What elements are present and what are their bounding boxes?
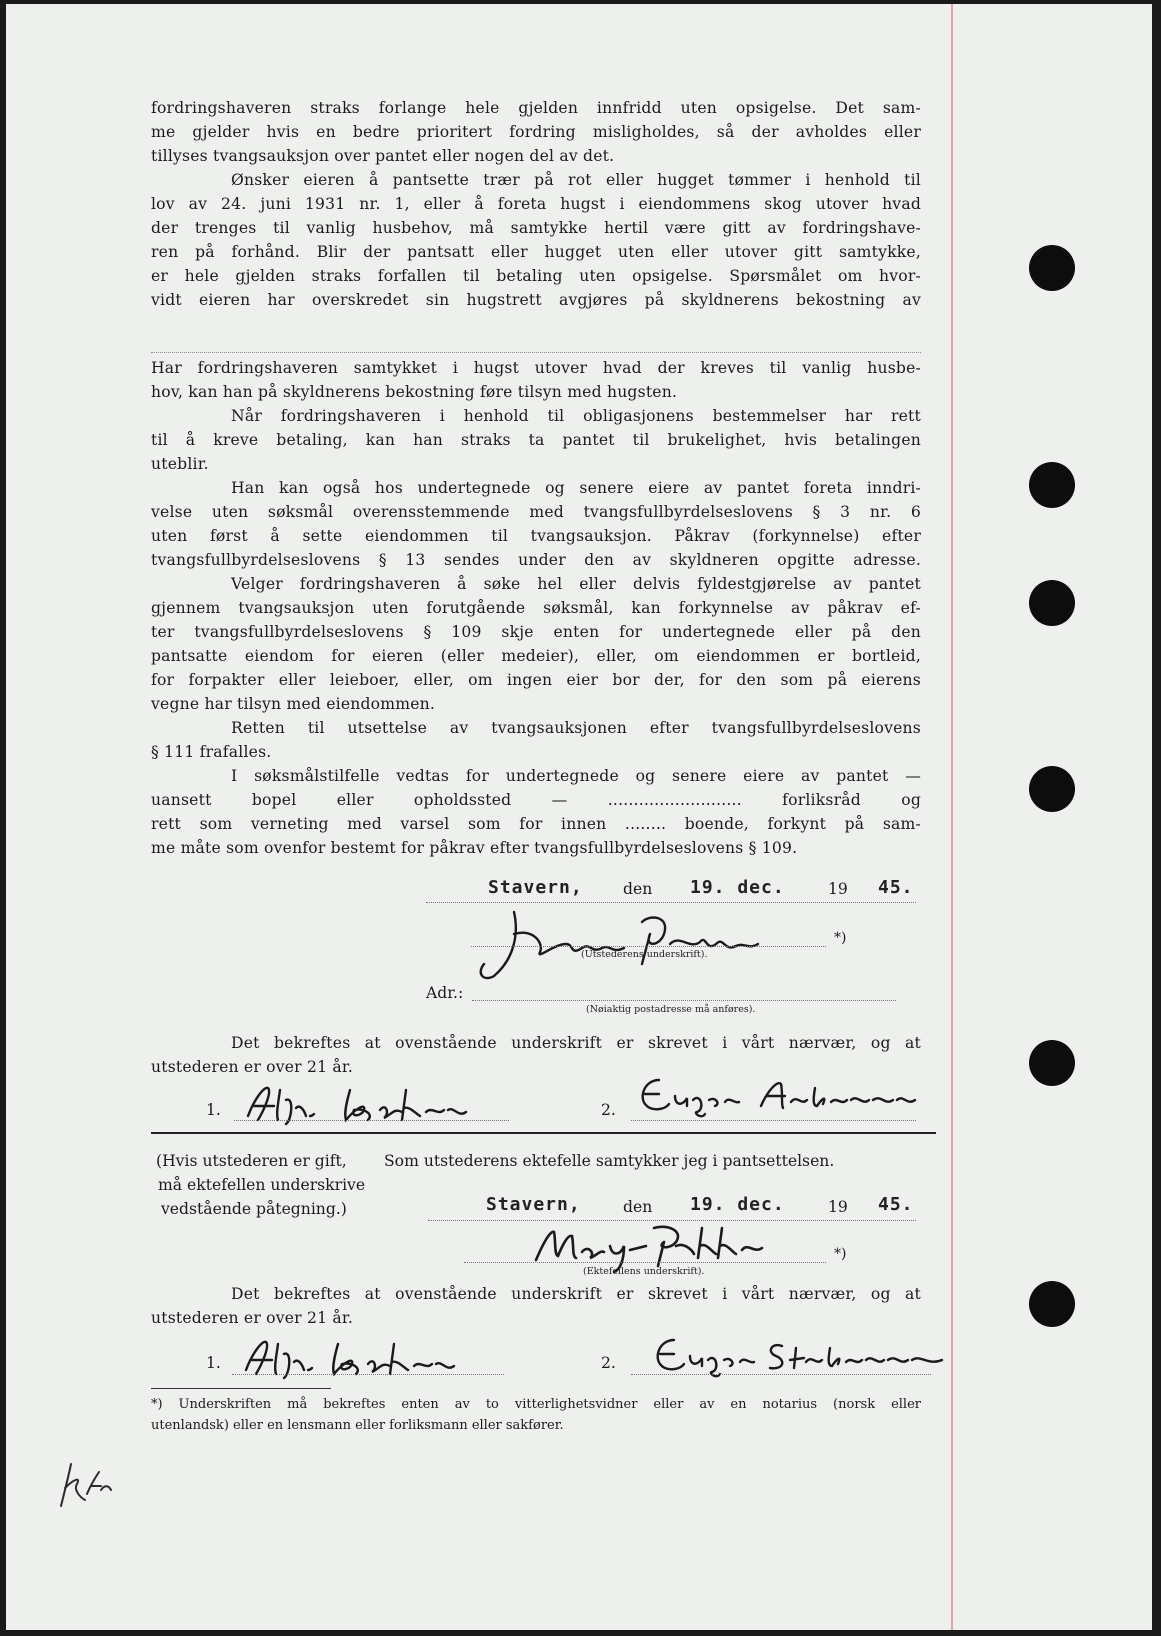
signature-dotted-line — [464, 1262, 826, 1263]
punch-hole — [1029, 1040, 1075, 1086]
body-line: uteblir. — [151, 455, 209, 473]
address-caption: (Nøiaktig postadresse må anføres). — [586, 1004, 756, 1015]
spouse-consent: Som utstederens ektefelle samtykker jeg i pantsettelsen. — [384, 1152, 835, 1170]
body-line: vidt eieren har overskredet sin hugstrett avgjøres på skyldnerens bekostning av — [151, 291, 921, 309]
witness-dotted-line — [631, 1374, 931, 1375]
body-line: Retten til utsettelse av tvangsauksjonen efter tvangsfullbyrdelseslovens — [231, 719, 921, 737]
signing-date: 19. dec. — [690, 877, 785, 898]
witness-dotted-line — [234, 1120, 509, 1121]
witness-text: Det bekreftes at ovenstående underskrift er skrevet i vårt nærvær, og at — [231, 1285, 921, 1303]
issuer-signature — [474, 904, 794, 984]
body-line: uansett bopel eller opholdssted — .......................... forliksråd og — [151, 791, 921, 809]
footnote-line: utenlandsk) eller en lensmann eller forliksmann eller sakfører. — [151, 1418, 564, 1433]
signing-place: Stavern, — [486, 1194, 581, 1215]
body-line: Har fordringshaveren samtykket i hugst utover hvad der kreves til vanlig husbe- — [151, 359, 921, 377]
footnote-mark: *) — [834, 930, 847, 946]
body-line: vegne har tilsyn med eiendommen. — [151, 695, 436, 713]
body-line: gjennem tvangsauksjon uten forutgående søksmål, kan forkynnelse av påkrav ef- — [151, 599, 921, 617]
spouse-note: vedstående påtegning.) — [161, 1200, 347, 1218]
spouse-note: (Hvis utstederen er gift, — [156, 1152, 347, 1170]
body-line: tillyses tvangsauksjon over pantet eller nogen del av det. — [151, 147, 615, 165]
witness-text: utstederen er over 21 år. — [151, 1058, 353, 1076]
body-line: til å kreve betaling, kan han straks ta pantet til brukelighet, hvis betalingen — [151, 431, 921, 449]
body-line: der trenges til vanlig husbehov, må samtykke hertil være gitt av fordringshave- — [151, 219, 921, 237]
address-dotted-line — [472, 1000, 896, 1001]
body-line: I søksmålstilfelle vedtas for undertegnede og senere eiere av pantet — — [231, 767, 921, 785]
body-line: hov, kan han på skyldnerens bekostning føre tilsyn med hugsten. — [151, 383, 678, 401]
body-line: ren på forhånd. Blir der pantsatt eller hugget uten eller utover gitt samtykke, — [151, 243, 921, 261]
witness-number: 2. — [601, 1101, 616, 1119]
date-dotted-line — [426, 902, 916, 903]
signing-den: den — [623, 1198, 653, 1216]
signature-caption: (Utstederens underskrift). — [581, 949, 708, 960]
punch-hole — [1029, 245, 1075, 291]
spouse-note: må ektefellen underskrive — [158, 1176, 366, 1194]
signature-dotted-line — [471, 946, 826, 947]
dotted-separator — [151, 352, 921, 353]
punch-hole — [1029, 580, 1075, 626]
witness-signature — [631, 1070, 921, 1122]
body-line: Velger fordringshaveren å søke hel eller delvis fyldestgjørelse av pantet — [231, 575, 921, 593]
body-line: velse uten søksmål overensstemmende med tvangsfullbyrdelseslovens § 3 nr. 6 — [151, 503, 921, 521]
body-line: Når fordringshaveren i henhold til obligasjonens bestemmelser har rett — [231, 407, 921, 425]
signing-year-suffix: 45. — [878, 877, 914, 898]
body-line: Ønsker eieren å pantsette trær på rot eller hugget tømmer i henhold til — [231, 171, 921, 189]
signing-year-suffix: 45. — [878, 1194, 914, 1215]
signing-date: 19. dec. — [690, 1194, 785, 1215]
footnote-line: *) Underskriften må bekreftes enten av to vitterlighetsvidner eller av en notarius (norsk eller — [151, 1397, 921, 1412]
witness-text: Det bekreftes at ovenstående underskrift er skrevet i vårt nærvær, og at — [231, 1034, 921, 1052]
body-line: fordringshaveren straks forlange hele gjelden innfridd uten opsigelse. Det sam- — [151, 99, 921, 117]
body-line: me gjelder hvis en bedre prioritert fordring misligholdes, så der avholdes eller — [151, 123, 921, 141]
body-line: for forpakter eller leieboer, eller, om ingen eier bor der, for den som på eierens — [151, 671, 921, 689]
witness-number: 2. — [601, 1354, 616, 1372]
witness-dotted-line — [232, 1374, 504, 1375]
punch-hole — [1029, 766, 1075, 812]
body-line: ter tvangsfullbyrdelseslovens § 109 skje enten for undertegnede eller på den — [151, 623, 921, 641]
witness-signature — [646, 1330, 956, 1380]
footnote-mark: *) — [834, 1246, 847, 1262]
body-line: pantsatte eiendom for eieren (eller medeier), eller, om eiendommen er bortleid, — [151, 647, 921, 665]
document-page — [6, 4, 1152, 1630]
body-line: uten først å sette eiendommen til tvangsauksjon. Påkrav (forkynnelse) efter — [151, 527, 921, 545]
body-line: tvangsfullbyrdelseslovens § 13 sendes under den av skyldneren opgitte adresse. — [151, 551, 921, 569]
witness-text: utstederen er over 21 år. — [151, 1309, 353, 1327]
signing-year-prefix: 19 — [828, 880, 848, 898]
section-rule — [151, 1132, 936, 1134]
signing-den: den — [623, 880, 653, 898]
footnote-rule — [151, 1388, 331, 1389]
signature-caption: (Ektefellens underskrift). — [583, 1266, 705, 1277]
witness-dotted-line — [631, 1120, 916, 1121]
body-line: rett som verneting med varsel som for innen ........ boende, forkynt på sam- — [151, 815, 921, 833]
body-line: me måte som ovenfor bestemt for påkrav efter tvangsfullbyrdelseslovens § 109. — [151, 839, 798, 857]
margin-initials-mark — [51, 1454, 121, 1514]
body-line: er hele gjelden straks forfallen til betaling uten opsigelse. Spørsmålet om hvor- — [151, 267, 921, 285]
signing-place: Stavern, — [488, 877, 583, 898]
witness-number: 1. — [206, 1101, 221, 1119]
red-margin-line — [951, 4, 953, 1630]
body-line: § 111 frafalles. — [151, 743, 272, 761]
punch-hole — [1029, 1281, 1075, 1327]
signing-year-prefix: 19 — [828, 1198, 848, 1216]
witness-number: 1. — [206, 1354, 221, 1372]
punch-hole — [1029, 462, 1075, 508]
body-line: Han kan også hos undertegnede og senere eiere av pantet foreta inndri- — [231, 479, 921, 497]
address-label: Adr.: — [426, 984, 464, 1002]
body-line: lov av 24. juni 1931 nr. 1, eller å foreta hugst i eiendommens skog utover hvad — [151, 195, 921, 213]
